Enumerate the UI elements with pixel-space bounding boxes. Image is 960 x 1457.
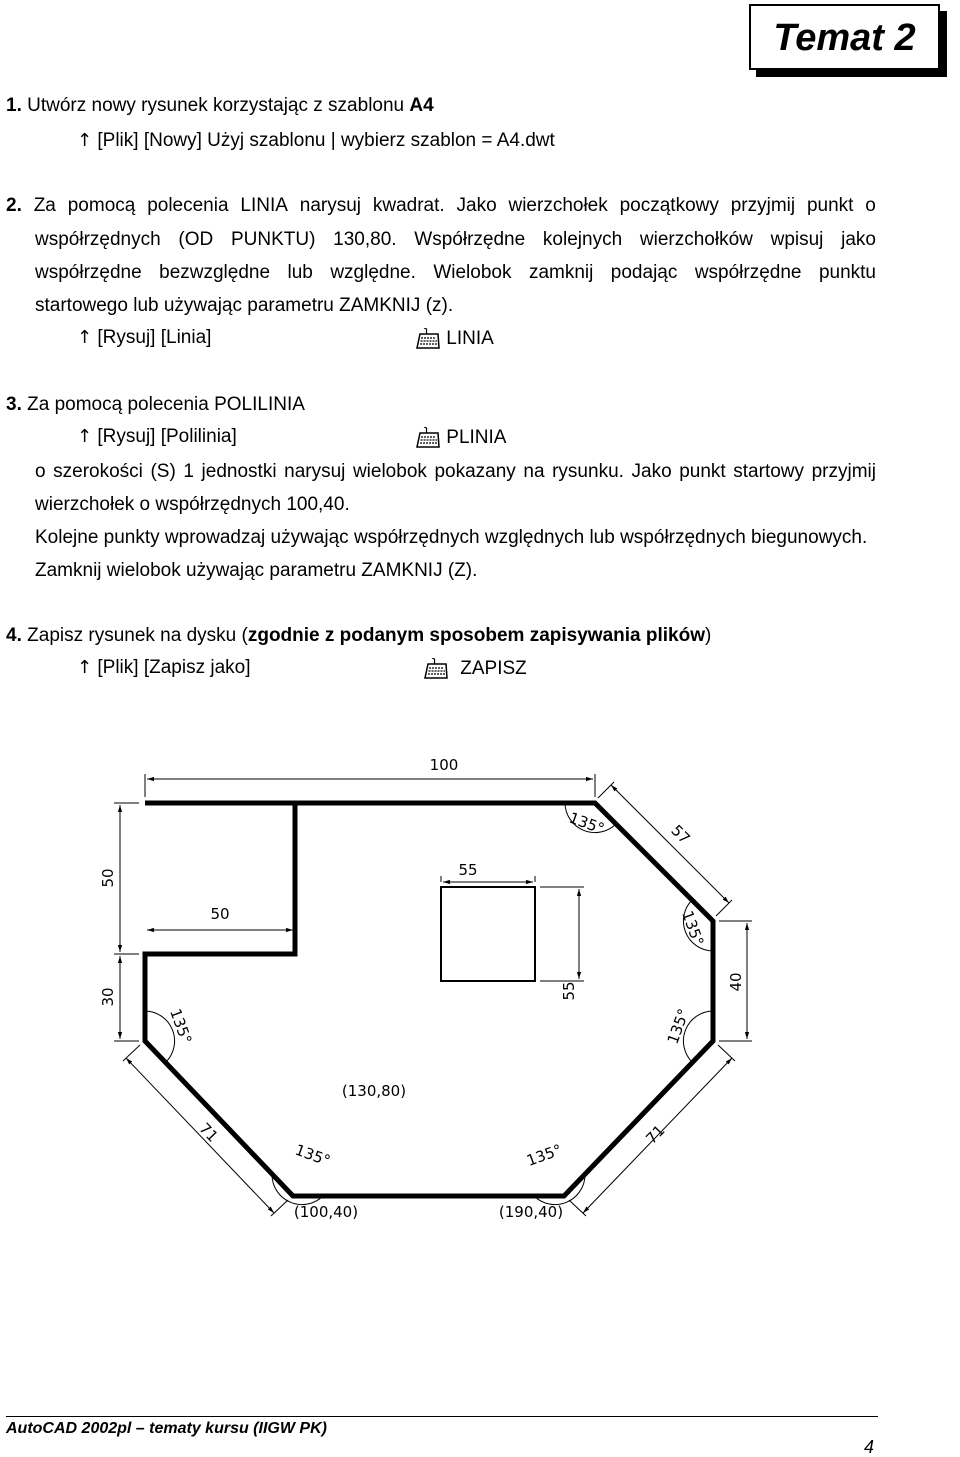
task4-close: ) [704, 625, 712, 646]
task3-menu-text: [Rysuj] [Polilinia] [97, 426, 237, 447]
task3-line-4: Kolejne punkty wprowadzaj używając współrzędnych względnych lub współrzędnych biegunowych. [35, 527, 868, 548]
dim-square-width-label: 55 [458, 861, 478, 879]
task4-bold-note: zgodnie z podanym sposobem zapisywania plików [247, 625, 705, 646]
word: punkt [806, 195, 854, 216]
task2-line-3-words [35, 263, 876, 283]
task3-line-2 [35, 462, 876, 482]
angle-label-right-upper: 135° [678, 908, 708, 949]
dim-top-label: 100 [429, 756, 459, 774]
word: przyjmij [730, 195, 796, 216]
angle-label-bottom-left: 135° [292, 1140, 333, 1170]
task2-line-3 [35, 263, 876, 283]
keyboard-icon [415, 427, 441, 449]
task3-menu-path [77, 427, 237, 447]
word: wpisuj [770, 229, 824, 250]
task2-menu-text: [Rysuj] [Linia] [97, 327, 212, 348]
word: zamknij [528, 262, 594, 283]
technical-drawing [0, 740, 960, 1230]
task3-line-3: wierzchołek o współrzędnych 100,40. [35, 494, 350, 515]
word: narysuj [299, 195, 361, 216]
task1-text: Utwórz nowy rysunek korzystając z szablonu [27, 95, 410, 116]
word: polecenia [147, 195, 229, 216]
angle-label-top-right: 135° [566, 808, 607, 838]
footer-rule [6, 1416, 878, 1417]
word: kwadrat. [372, 195, 445, 216]
topic-title-box [749, 4, 940, 70]
dim-square-width [441, 876, 535, 882]
square-outline [441, 887, 535, 981]
task4-menu-path [77, 658, 250, 678]
task3-line-5: Zamknij wielobok używając parametru ZAMKNIJ (Z). [35, 560, 478, 581]
dim-square-height-label: 55 [560, 981, 578, 1001]
task4-menu-text: [Plik] [Zapisz jako] [97, 657, 251, 678]
dim-left [114, 803, 139, 1041]
word: narysuj [284, 461, 346, 482]
word: startowy [733, 461, 805, 482]
task2-command [415, 328, 494, 350]
word: jako [841, 229, 876, 250]
word: Współrzędne [414, 229, 526, 250]
keyboard-icon [415, 328, 441, 350]
dim-square-height [540, 887, 584, 981]
dim-left-lower-label: 30 [99, 987, 117, 1007]
word: współrzędnych [35, 229, 161, 250]
task1-number: 1. [6, 95, 22, 116]
task3-line-2-words [35, 462, 876, 482]
word: Jako [631, 461, 672, 482]
dim-diag-bottom-left-label: 71 [195, 1119, 222, 1146]
word: PUNKTU) [230, 229, 316, 250]
task2-command-text: LINIA [446, 328, 494, 350]
word: o [35, 461, 46, 482]
angle-label-bottom-right: 135° [524, 1140, 565, 1170]
word: pomocą [67, 195, 136, 216]
point-start-label: (100,40) [293, 1203, 359, 1221]
dim-diag-top-right [598, 782, 732, 916]
task1-template: A4 [409, 95, 434, 116]
word: wielobok [352, 461, 427, 482]
word: jednostki [201, 461, 277, 482]
word: wierzchołków [639, 229, 753, 250]
word: 130,80. [333, 229, 397, 250]
task2-line-1-words [6, 196, 876, 216]
task1-menu-text: [Plik] [Nowy] Użyj szablonu | wybierz szablon = A4.dwt [97, 130, 555, 151]
menu-arrow-icon: ↑ [77, 130, 93, 151]
task4-line [6, 626, 711, 646]
task2-menu-path [77, 328, 211, 348]
angle-label-left-lower: 135° [166, 1006, 196, 1047]
word: o [865, 195, 876, 216]
task3-text: Za pomocą polecenia POLILINIA [27, 394, 305, 415]
point-second-label: (190,40) [498, 1203, 564, 1221]
task4-command [423, 658, 527, 680]
word: pokazany [434, 461, 516, 482]
dim-diag-bottom-right-label: 71 [642, 1121, 669, 1148]
word: względne. [330, 262, 416, 283]
task1-menu-path [77, 131, 555, 151]
word: punkt [679, 461, 726, 482]
word: punktu [818, 262, 876, 283]
footer-text: AutoCAD 2002pl – tematy kursu (IIGW PK) [6, 1420, 327, 1437]
word: bezwzględne [159, 262, 271, 283]
word: rysunku. [552, 461, 624, 482]
task1-line [6, 96, 434, 116]
word: początkowy [619, 195, 719, 216]
word: kolejnych [542, 229, 623, 250]
task2-line-2 [35, 230, 876, 250]
menu-arrow-icon: ↑ [77, 327, 93, 348]
word: współrzędne [35, 262, 142, 283]
word: Wielobok [433, 262, 512, 283]
task3-command-text: PLINIA [446, 427, 507, 449]
task3-line [6, 395, 305, 415]
task2-number: 2. [6, 195, 22, 216]
word: Za [33, 195, 56, 216]
word: lub [287, 262, 313, 283]
word: szerokości [53, 461, 143, 482]
word: (S) [150, 461, 176, 482]
dim-right-label: 40 [727, 972, 745, 992]
keyboard-icon [423, 658, 449, 680]
dim-left-upper-label: 50 [99, 868, 117, 888]
dim-top [145, 774, 595, 797]
task2-line-4: startowego lub używając parametru ZAMKNIJ (z). [35, 295, 454, 316]
word: Jako [456, 195, 497, 216]
task4-number: 4. [6, 625, 22, 646]
topic-title: Temat 2 [773, 17, 916, 59]
task2-line-1 [6, 196, 876, 216]
dim-diag-top-right-label: 57 [667, 821, 694, 848]
word: przyjmij [811, 461, 876, 482]
task3-number: 3. [6, 394, 22, 415]
word: podając [610, 262, 678, 283]
angle-label-right-lower: 135° [663, 1006, 693, 1047]
menu-arrow-icon: ↑ [77, 426, 93, 447]
task2-line-2-words [35, 230, 876, 250]
word: LINIA [240, 195, 288, 216]
dim-notch-label: 50 [210, 905, 230, 923]
task4-text: Zapisz rysunek na dysku ( [27, 625, 248, 646]
menu-arrow-icon: ↑ [77, 657, 93, 678]
word: 1 [183, 461, 194, 482]
point-square-label: (130,80) [341, 1082, 407, 1100]
word: (OD [178, 229, 214, 250]
word: wierzchołek [508, 195, 608, 216]
polygon-outline [145, 803, 713, 1196]
task3-command [415, 427, 506, 449]
word: na [523, 461, 545, 482]
page-number: 4 [864, 1437, 875, 1457]
task4-command-text: ZAPISZ [460, 658, 527, 680]
word: współrzędne [694, 262, 802, 283]
